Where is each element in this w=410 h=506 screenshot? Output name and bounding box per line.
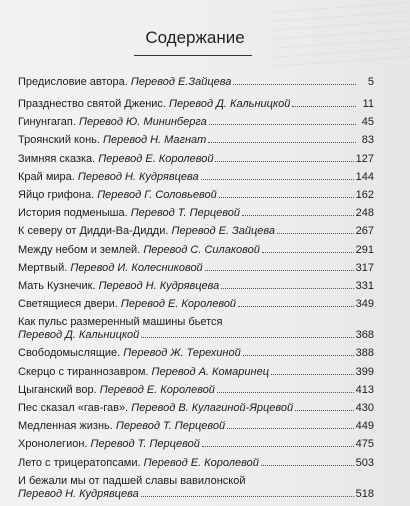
entry-title: Между небом и землей. xyxy=(18,243,141,256)
entry-title: Хронолегион. xyxy=(18,438,88,451)
leader-dots xyxy=(217,392,354,393)
toc-entry xyxy=(18,420,374,433)
entry-page-number: 413 xyxy=(355,383,374,396)
entry-text xyxy=(18,98,290,111)
toc-entry xyxy=(18,244,374,257)
entry-text xyxy=(18,225,275,238)
entry-text xyxy=(18,189,217,202)
entry-translator: Перевод Е. Зайцева xyxy=(171,225,276,238)
entry-title: Лето с трицератопсами. xyxy=(18,456,141,469)
toc-entry xyxy=(18,207,374,220)
entry-title: Мертвый. xyxy=(18,261,68,274)
entry-text xyxy=(18,420,225,433)
entry-translator: Перевод Н. Кудрявцева xyxy=(77,170,199,183)
entry-title: Скерцо с тираннозавром. xyxy=(18,365,149,378)
entry-title: К северу от Дидди-Ва-Дидди. xyxy=(18,225,169,238)
entry-title: Как пульс размеренный машины бьется xyxy=(18,316,223,329)
entry-translator: Перевод И. Колесниковой xyxy=(70,261,203,274)
entry-text xyxy=(18,329,139,342)
entry-text xyxy=(18,384,215,397)
toc-entry xyxy=(18,153,374,166)
leader-dots xyxy=(141,496,354,497)
entry-text xyxy=(18,366,269,379)
toc-entry xyxy=(18,402,374,415)
entry-line-2 xyxy=(18,488,374,501)
entry-translator: Перевод Ю. Мининберга xyxy=(78,116,207,129)
entry-title: Медленная жизнь. xyxy=(18,420,113,433)
entry-translator: Перевод Е. Королевой xyxy=(143,456,259,469)
entry-line-2 xyxy=(18,329,374,342)
leader-dots xyxy=(219,197,354,198)
entry-text xyxy=(18,457,259,470)
entry-title: Предисловие автора. xyxy=(18,76,128,88)
entry-title: Троянский конь. xyxy=(18,134,100,147)
entry-page-number: 45 xyxy=(361,116,374,129)
toc-entry xyxy=(18,384,374,397)
entry-page-number: 291 xyxy=(355,243,374,256)
leader-dots xyxy=(141,337,353,338)
leader-dots xyxy=(221,288,353,289)
leader-dots xyxy=(292,106,356,107)
leader-dots xyxy=(271,374,354,375)
entry-title: И бежали мы от падшей славы вавилонской xyxy=(18,474,246,487)
entry-title: Мать Кузнечик. xyxy=(18,279,96,292)
entry-title: Зимняя сказка. xyxy=(18,152,96,165)
leader-dots xyxy=(243,355,354,356)
entry-text xyxy=(18,244,260,257)
entry-text xyxy=(18,280,219,293)
entry-translator: Перевод Г. Соловьевой xyxy=(97,188,217,201)
entry-translator: Перевод Н. Кудрявцева xyxy=(98,279,220,292)
entry-page-number: 388 xyxy=(355,347,374,360)
leader-dots xyxy=(262,252,354,253)
entry-page-number: 368 xyxy=(355,329,374,342)
page-title: Содержание xyxy=(145,28,245,47)
entry-translator: Перевод Е. Королевой xyxy=(99,383,215,396)
entry-page-number: 449 xyxy=(355,420,374,433)
leader-dots xyxy=(238,306,354,307)
entry-title: Край мира. xyxy=(18,170,75,183)
title-underline xyxy=(134,55,252,56)
leader-dots xyxy=(277,233,354,234)
toc-entry xyxy=(18,76,374,89)
entry-line-1 xyxy=(18,316,374,329)
entry-title: Цыганский вор. xyxy=(18,383,97,396)
entry-translator: Перевод Е. Королевой xyxy=(98,152,214,165)
toc-entry xyxy=(18,438,374,451)
entry-translator: Перевод В. Кулагиной-Ярцевой xyxy=(131,402,294,414)
entry-text xyxy=(18,171,199,184)
entry-translator: Перевод Н. Кудрявцева xyxy=(18,487,139,500)
entry-text xyxy=(18,488,139,501)
entry-page-number: 349 xyxy=(355,298,374,311)
toc-entry xyxy=(18,316,374,342)
entry-page-number: 331 xyxy=(355,279,374,292)
entry-text xyxy=(18,134,206,147)
entry-translator: Перевод А. Комаринец xyxy=(151,365,269,378)
entry-translator: Перевод С. Силаковой xyxy=(143,243,260,256)
entry-page-number: 162 xyxy=(355,188,374,201)
toc-entry xyxy=(18,280,374,293)
entry-title: История подменыша. xyxy=(18,207,128,220)
entry-line-1 xyxy=(18,475,374,488)
toc-entry xyxy=(18,225,374,238)
entry-page-number: 475 xyxy=(355,438,374,451)
entry-page-number: 248 xyxy=(355,207,374,220)
entry-translator: Перевод Н. Магнат xyxy=(103,134,207,147)
toc-entry xyxy=(18,134,374,147)
toc-entry xyxy=(18,116,374,129)
entry-page-number: 83 xyxy=(361,134,374,147)
leader-dots xyxy=(215,161,353,162)
entry-text xyxy=(18,347,241,360)
entry-text xyxy=(18,262,203,275)
toc-entry xyxy=(18,457,374,470)
leader-dots xyxy=(209,124,356,125)
entry-page-number: 127 xyxy=(355,152,374,165)
entry-title: Гинунгагап. xyxy=(18,116,76,129)
entry-page-number: 5 xyxy=(367,76,374,88)
entry-text xyxy=(18,207,240,220)
entry-text xyxy=(18,116,207,129)
entry-page-number: 317 xyxy=(355,261,374,274)
toc-entry xyxy=(18,298,374,311)
leader-dots xyxy=(242,215,354,216)
entry-title: Пес сказал «гав-гав». xyxy=(18,402,129,414)
entry-text xyxy=(18,298,236,311)
leader-dots xyxy=(295,410,354,411)
leader-dots xyxy=(233,84,356,85)
toc-entry xyxy=(18,347,374,360)
entry-text xyxy=(18,76,231,89)
entry-translator: Перевод Т. Перцевой xyxy=(130,207,240,220)
entry-page-number: 267 xyxy=(355,225,374,238)
entry-title: Яйцо грифона. xyxy=(18,188,95,201)
entry-translator: Перевод Е.Зайцева xyxy=(130,76,232,88)
leader-dots xyxy=(201,179,354,180)
toc-entry xyxy=(18,475,374,501)
entry-text xyxy=(18,438,200,451)
entry-translator: Перевод Д. Кальницкой xyxy=(18,329,140,342)
entry-translator: Перевод Д. Кальницкой xyxy=(169,98,291,110)
entry-translator: Перевод Т. Перцевой xyxy=(115,420,226,433)
entry-page-number: 503 xyxy=(355,456,374,469)
toc-entry xyxy=(18,171,374,184)
leader-dots xyxy=(208,142,356,143)
leader-dots xyxy=(227,428,353,429)
entry-page-number: 144 xyxy=(355,170,374,183)
entry-translator: Перевод Ж. Терехиной xyxy=(123,347,241,360)
table-of-contents xyxy=(18,76,374,506)
entry-page-number: 11 xyxy=(362,98,374,110)
entry-translator: Перевод Т. Перцевой xyxy=(90,438,200,451)
entry-title: Светящиеся двери. xyxy=(18,298,118,311)
entry-title: Свободомыслящие. xyxy=(18,347,121,360)
leader-dots xyxy=(205,270,354,271)
entry-translator: Перевод Е. Королевой xyxy=(120,298,237,311)
toc-entry xyxy=(18,189,374,202)
entry-title: Празднество святой Дженис. xyxy=(18,98,166,110)
leader-dots xyxy=(202,446,354,447)
toc-entry xyxy=(18,366,374,379)
toc-entry xyxy=(18,262,374,275)
entry-text xyxy=(18,402,293,415)
entry-text xyxy=(18,153,213,166)
toc-entry xyxy=(18,98,374,111)
entry-page-number: 399 xyxy=(355,365,374,378)
leader-dots xyxy=(261,465,354,466)
entry-page-number: 518 xyxy=(355,487,374,500)
entry-page-number: 430 xyxy=(355,402,374,414)
